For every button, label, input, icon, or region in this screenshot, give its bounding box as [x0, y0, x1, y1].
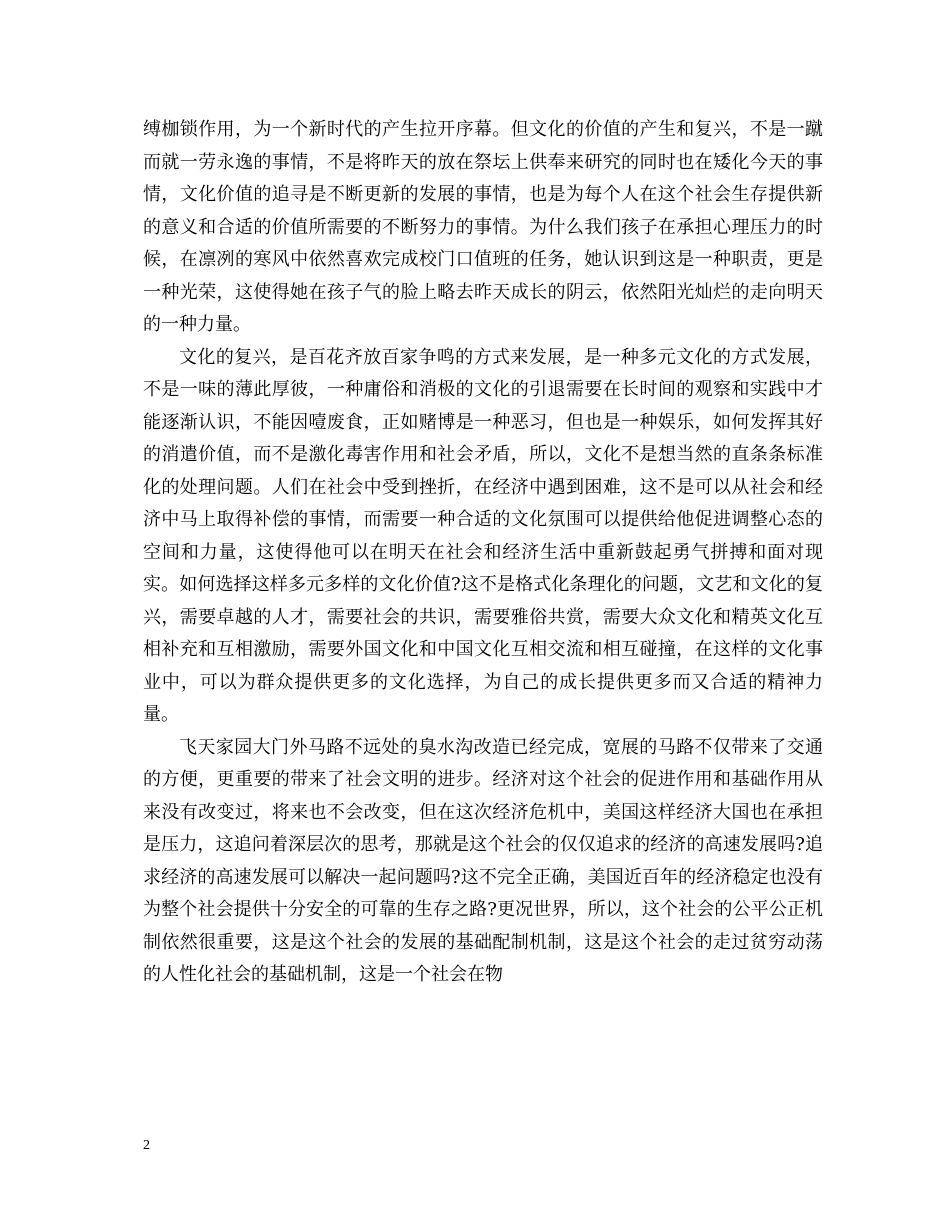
- paragraph-3: 飞天家园大门外马路不远处的臭水沟改造已经完成，宽展的马路不仅带来了交通的方便，更重要的带来了社会文明的进步。经济对这个社会的促进作用和基础作用从来没有改变过，将来也不会改变，但在这次经济危机中，美国这样经济大国也在承担是压力，这追问着深层次的思考，那就是这个社会的仅仅追求的经济的高速发展吗?追求经济的高速发展可以解决一起问题吗?这不完全正确，美国近百年的经济稳定也没有为整个社会提供十分安全的可靠的生存之路?更况世界，所以，这个社会的公平公正机制依然很重要，这是这个社会的发展的基础配制机制，这是这个社会的走过贫穷动荡的人性化社会的基础机制，这是一个社会在物: [143, 736, 823, 985]
- paragraph-1: 缚枷锁作用，为一个新时代的产生拉开序幕。但文化的价值的产生和复兴，不是一蹴而就一劳永逸的事情，不是将昨天的放在祭坛上供奉来研究的同时也在矮化今天的事情，文化价值的追寻是不断更新的发展的事情，也是为每个人在这个社会生存提供新的意义和合适的价值所需要的不断努力的事情。为什么我们孩子在承担心理压力的时候，在凛冽的寒风中依然喜欢完成校门口值班的任务，她认识到这是一种职责，更是一种光荣，这使得她在孩子气的脸上略去昨天成长的阴云，依然阳光灿烂的走向明天的一种力量。: [143, 119, 823, 335]
- document-body: [143, 114, 823, 992]
- page-number: 2: [143, 1138, 150, 1153]
- paragraph-2: 文化的复兴，是百花齐放百家争鸣的方式来发展，是一种多元文化的方式发展，不是一味的薄此厚彼，一种庸俗和消极的文化的引退需要在长时间的观察和实践中才能逐渐认识，不能因噎废食，正如赌博是一种恶习，但也是一种娱乐，如何发挥其好的消遣价值，而不是激化毒害作用和社会矛盾，所以，文化不是想当然的直条条标准化的处理问题。人们在社会中受到挫折，在经济中遇到困难，这不是可以从社会和经济中马上取得补偿的事情，而需要一种合适的文化氛围可以提供给他促进调整心态的空间和力量，这使得他可以在明天在社会和经济生活中重新鼓起勇气拼搏和面对现实。如何选择这样多元多样的文化价值?这不是格式化条理化的问题，文艺和文化的复兴，需要卓越的人才，需要社会的共识，需要雅俗共赏，需要大众文化和精英文化互相补充和互相激励，需要外国文化和中国文化互相交流和相互碰撞，在这样的文化事业中，可以为群众提供更多的文化选择，为自己的成长提供更多而又合适的精神力量。: [143, 346, 823, 725]
